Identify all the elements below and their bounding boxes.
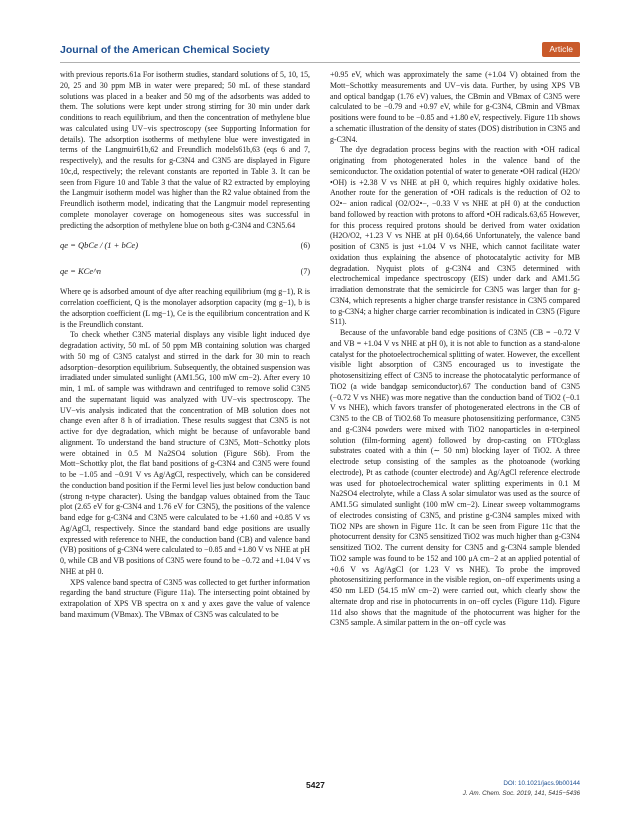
- paragraph: To check whether C3N5 material displays any visible light induced dye degradation activity, 50 mL of 50 ppm MB containing solution was charged with 50 mg of C3N5 catalyst and stirred in the dark for 30 min to reach adsorption−desorption equilibrium. Subsequently, the obtained suspension was irradiated under simulated sunlight (AM1.5G, 100 mW cm−2). After every 10 min, 1 mL of sample was withdrawn and centrifuged to remove solid C3N5 and the supernatant liquid was analyzed with UV−vis spectroscopy. The UV−vis analysis indicated that the concentration of MB solution does not change even after 8 h of irradiation. These results suggest that C3N5 is not active for dye degradation, which might be because of unfavorable band alignment. To understand the band structure of C3N5, Mott−Schottky plots were obtained in 0.5 M Na2SO4 solution (Figure S6b). From the Mott−Schottky plot, the flat band positions of g-C3N4 and C3N5 were found to be −1.05 and −0.91 V vs Ag/AgCl, respectively, which can be considered the conduction band position if the Fermi level lies just below conduction band (strong n-type character). Using the bandgap values obtained from the Tauc plot (2.65 eV for g-C3N4 and 1.76 eV for C3N5), the positions of the valence band edge for g-C3N4 and C3N5 were calculated to be +1.60 and +0.85 V vs Ag/AgCl, respectively. Since the standard band edge positions are usually expressed with reference to NHE, the conduction band (CB) and valence band (VB) positions of g-C3N4 were calculated to −0.85 and +1.80 V vs NHE at pH 0, while CB and VB positions of C3N5 were found to be −0.72 and +1.04 V vs NHE at pH 0.: [60, 330, 310, 576]
- equation-number: (7): [300, 267, 310, 277]
- paragraph: with previous reports.61a For isotherm studies, standard solutions of 5, 10, 15, 20, 25 and 30 ppm MB in water were prepared; 50 mL of these standard solutions was placed in a beaker and 50 mg of the adsorbents was added to them. The solutions were kept under strong stirring for 30 min under dark conditions to reach equilibrium, and then the concentration of methylene blue was calculated using UV−vis spectroscopy (see Supporting Information for details). The adsorption isotherms of methylene blue were investigated in terms of the Langmuir61b,62 and Freundlich models61b,63 (eqs 6 and 7, respectively), and the results for g-C3N4 and C3N5 are displayed in Figure 10c,d, respectively; the relevant constants are reported in Table 3. It can be seen from Figure 10 and Table 3 that the value of R2 extracted by employing the Langmuir isotherm model was higher than the R2 value obtained from the Freundlich isotherm model, indicating that the Langmuir model representing complete monolayer coverage on homogeneous sites was successful in predicting the adsorption of methylene blue on both g-C3N4 and C3N5.64: [60, 70, 310, 230]
- equation-body: qe = QbCe / (1 + bCe): [60, 240, 139, 251]
- paragraph: The dye degradation process begins with the reaction with •OH radical originating from photogenerated holes in the valence band of the semiconductor. The oxidation potential of water to generate •OH radical (H2O/•OH) is +2.38 V vs NHE at pH 0, which requires highly oxidative holes. Another route for the generation of •OH radicals is the reduction of O2 to O2•− anion radical (O2/O2•−, −0.33 V vs NHE at pH 0) at the conduction band followed by reaction with protons to afford •OH radicals.63,65 However, for this process required protons should be derived from water oxidation (H2O/O2, +1.23 V vs NHE at pH 0).64,66 Unfortunately, the valence band position of C3N5 is just +1.04 V vs NHE, which cannot facilitate water oxidation thus explaining the absence of photocatalytic activity for MB degradation. Nyquist plots of g-C3N4 and C3N5 determined with electrochemical impedance spectroscopy (EIS) under dark and AM1.5G irradiation demonstrate that the semicircle for C3N5 was larger than for g-C3N4, which represents a higher charge transfer resistance in C3N5 compared to g-C3N4; a higher charge carrier recombination is indicated in C3N5 (Figure S11).: [330, 145, 580, 327]
- paragraph: +0.95 eV, which was approximately the same (+1.04 V) obtained from the Mott−Schottky measurements and UV−vis data. Further, by using XPS VB and optical bandgap (1.76 eV) values, the CBmin and VBmax of C3N5 were calculated to be −0.79 and +0.97 eV, while for g-C3N4, CBmin and VBmax positions were found to be −0.85 and +1.80 eV, respectively. Figure 11b shows a schematic illustration of the density of states (DOS) distribution in C3N5 and g-C3N4.: [330, 70, 580, 144]
- paragraph: Because of the unfavorable band edge positions of C3N5 (CB = −0.72 V and VB = +1.04 V vs NHE at pH 0), it is not able to function as a stand-alone catalyst for the photoelectrochemical splitting of water. However, the excellent visible light absorption of C3N5 encouraged us to investigate the photosensitizing effect of C3N5 to increase the photocatalytic performance of TiO2 (a wide bandgap semiconductor).67 The conduction band of C3N5 (−0.72 V vs NHE) was more negative than the conduction band of TiO2 (−0.1 V vs NHE), which favors transfer of photogenerated electrons in the CB of C3N5 to the CB of TiO2.68 To measure photosensitizing performance, C3N5 and g-C3N4 powders were mixed with TiO2 nanoparticles in α-terpineol solution (film-forming agent) followed by drop-casting on FTO:glass substrates coated with a thin (∼ 50 nm) blocking layer of TiO2. A three electrode setup consisting of the samples as the photoanode (working electrode), Pt as cathode (counter electrode) and Ag/AgCl reference electrode was used for photoelectrochemical water splitting experiments in 0.1 M Na2SO4 electrolyte, while a Class A solar simulator was used as the source of AM1.5G simulated sunlight (100 mW cm−2). Linear sweep voltammograms of electrodes consisting of C3N5, and pristine g-C3N4 samples mixed with TiO2 NPs are shown in Figure 11c. It can be seen from Figure 11c that the photocurrent density for C3N5 sensitized TiO2 was much higher than g-C3N4 sensitized TiO2. The current density for C3N5 and g-C3N4 sample blended TiO2 sample was found to be 152 and 100 μA cm−2 at an applied potential of +0.6 V vs Ag/AgCl (or 1.23 V vs NHE). To probe the improved photosensitizing performance in the visible region, on−off experiments using a 450 nm LED (54.15 mW cm−2) were carried out, which clearly show the alternate drop and rise in photocurrents in on−off cycles (Figure 11d). Figure 11d also shows that the magnitude of the photocurrent was higher for the C3N5 sample. A similar pattern in the on−off cycle was: [330, 328, 580, 628]
- page-footer: [60, 780, 580, 810]
- equation-body: qe = KCe^n: [60, 266, 101, 277]
- header-divider: [60, 62, 580, 63]
- page-number: 5427: [306, 780, 325, 790]
- paragraph: Where qe is adsorbed amount of dye after reaching equilibrium (mg g−1), R is correlation coefficient, Q is the monolayer adsorption capacity (mg g−1), b is the adsorption coefficient (L mg−1), Ce is the equilibrium concentration and K is the Freundlich constant.: [60, 287, 310, 329]
- journal-title[interactable]: Journal of the American Chemical Society: [60, 44, 270, 56]
- equation-number: (6): [300, 241, 310, 251]
- right-column: [330, 70, 580, 629]
- page-header: [60, 44, 580, 62]
- article-type-badge: Article: [542, 42, 580, 57]
- equation-7: [60, 261, 310, 283]
- equation-6: [60, 235, 310, 257]
- left-column: [60, 70, 310, 621]
- paragraph: XPS valence band spectra of C3N5 was collected to get further information regarding the band structure (Figure 11a). The intersecting point obtained by extrapolation of XPS VB spectra on x and y axes gave the value of valence band maximum (VBmax). The VBmax of C3N5 was calculated to be: [60, 577, 310, 619]
- citation: J. Am. Chem. Soc. 2019, 141, 5415−5436: [462, 790, 580, 797]
- doi-link[interactable]: DOI: 10.1021/jacs.9b00144: [503, 780, 580, 787]
